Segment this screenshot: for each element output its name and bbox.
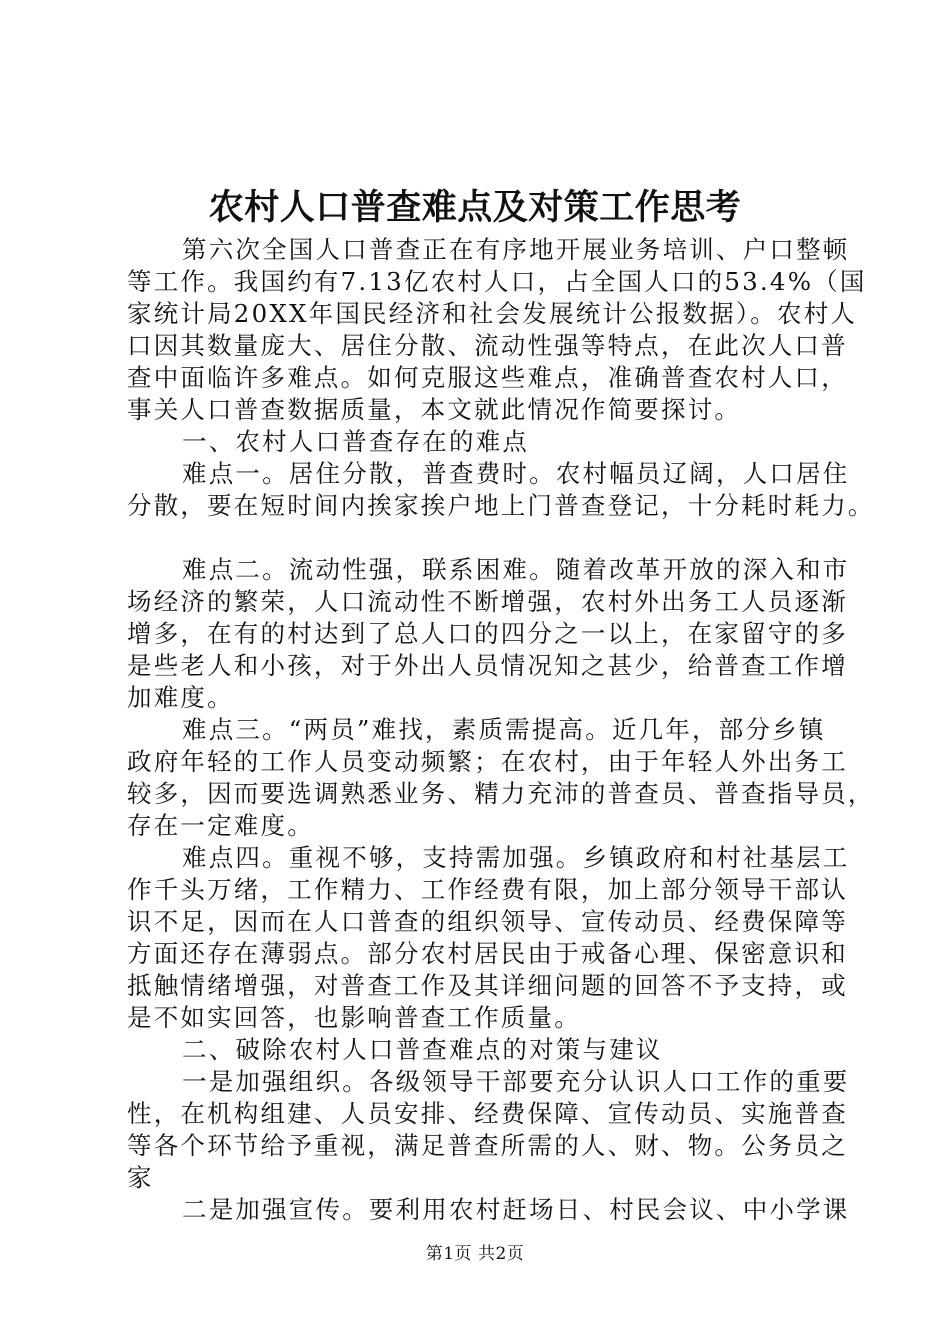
text-line: 是些老人和小孩，对于外出人员情况知之甚少，给普查工作增: [127, 651, 848, 680]
text-line: 抵触情绪增强，对普查工作及其详细问题的回答不予支持，或: [127, 971, 848, 1000]
text-line: 事关人口普查数据质量，本文就此情况作简要探讨。: [127, 395, 742, 424]
section-heading: 二、破除农村人口普查难点的对策与建议: [182, 1035, 663, 1064]
text-line: 作千头万绪，工作精力、工作经费有限，加上部分领导干部认: [127, 875, 848, 904]
text-line: 等工作。我国约有7.13亿农村人口，占全国人口的53.4%（国: [127, 267, 867, 296]
text-line: 二是加强宣传。要利用农村赶场日、村民会议、中小学课: [182, 1195, 850, 1224]
text-line: 场经济的繁荣，人口流动性不断增强，农村外出务工人员逐渐: [127, 587, 848, 616]
text-line: 存在一定难度。: [127, 811, 314, 840]
text-line: 政府年轻的工作人员变动频繁；在农村，由于年轻人外出务工: [127, 747, 848, 776]
text-line: 难点三。“两员”难找，素质需提高。近几年，部分乡镇: [182, 715, 826, 744]
page-footer: 第1页 共2页: [425, 1244, 525, 1264]
text-line: 难点二。流动性强，联系困难。随着改革开放的深入和市: [182, 555, 850, 584]
text-line: 难点一。居住分散，普查费时。农村幅员辽阔，人口居住: [182, 459, 850, 488]
text-line: 难点四。重视不够，支持需加强。乡镇政府和村社基层工: [182, 843, 850, 872]
text-line: 等各个环节给予重视，满足普查所需的人、财、物。公务员之: [127, 1131, 848, 1160]
blank-line: [127, 522, 835, 554]
text-line: 识不足，因而在人口普查的组织领导、宣传动员、经费保障等: [127, 907, 848, 936]
text-line: 加难度。: [127, 683, 234, 712]
text-line: 是不如实回答，也影响普查工作质量。: [127, 1003, 581, 1032]
text-line: 查中面临许多难点。如何克服这些难点，准确普查农村人口，: [127, 363, 848, 392]
text-line: 性，在机构组建、人员安排、经费保障、宣传动员、实施普查: [127, 1099, 848, 1128]
text-line: 家统计局20XX年国民经济和社会发展统计公报数据）。农村人: [127, 299, 858, 328]
text-line: 第六次全国人口普查正在有序地开展业务培训、户口整顿: [182, 235, 850, 264]
text-line: 口因其数量庞大、居住分散、流动性强等特点，在此次人口普: [127, 331, 848, 360]
document-body: [127, 234, 875, 1226]
text-line: 增多，在有的村达到了总人口的四分之一以上，在家留守的多: [127, 619, 848, 648]
text-line: 家: [127, 1163, 154, 1192]
text-line: 分散，要在短时间内挨家挨户地上门普查登记，十分耗时耗力。: [127, 491, 875, 520]
text-line: 较多，因而要选调熟悉业务、精力充沛的普查员、普查指导员，: [127, 779, 875, 808]
document-title: 农村人口普查难点及对策工作思考: [208, 187, 742, 228]
text-line: 一是加强组织。各级领导干部要充分认识人口工作的重要: [182, 1067, 850, 1096]
text-line: 方面还存在薄弱点。部分农村居民由于戒备心理、保密意识和: [127, 939, 848, 968]
section-heading: 一、农村人口普查存在的难点: [182, 427, 530, 456]
